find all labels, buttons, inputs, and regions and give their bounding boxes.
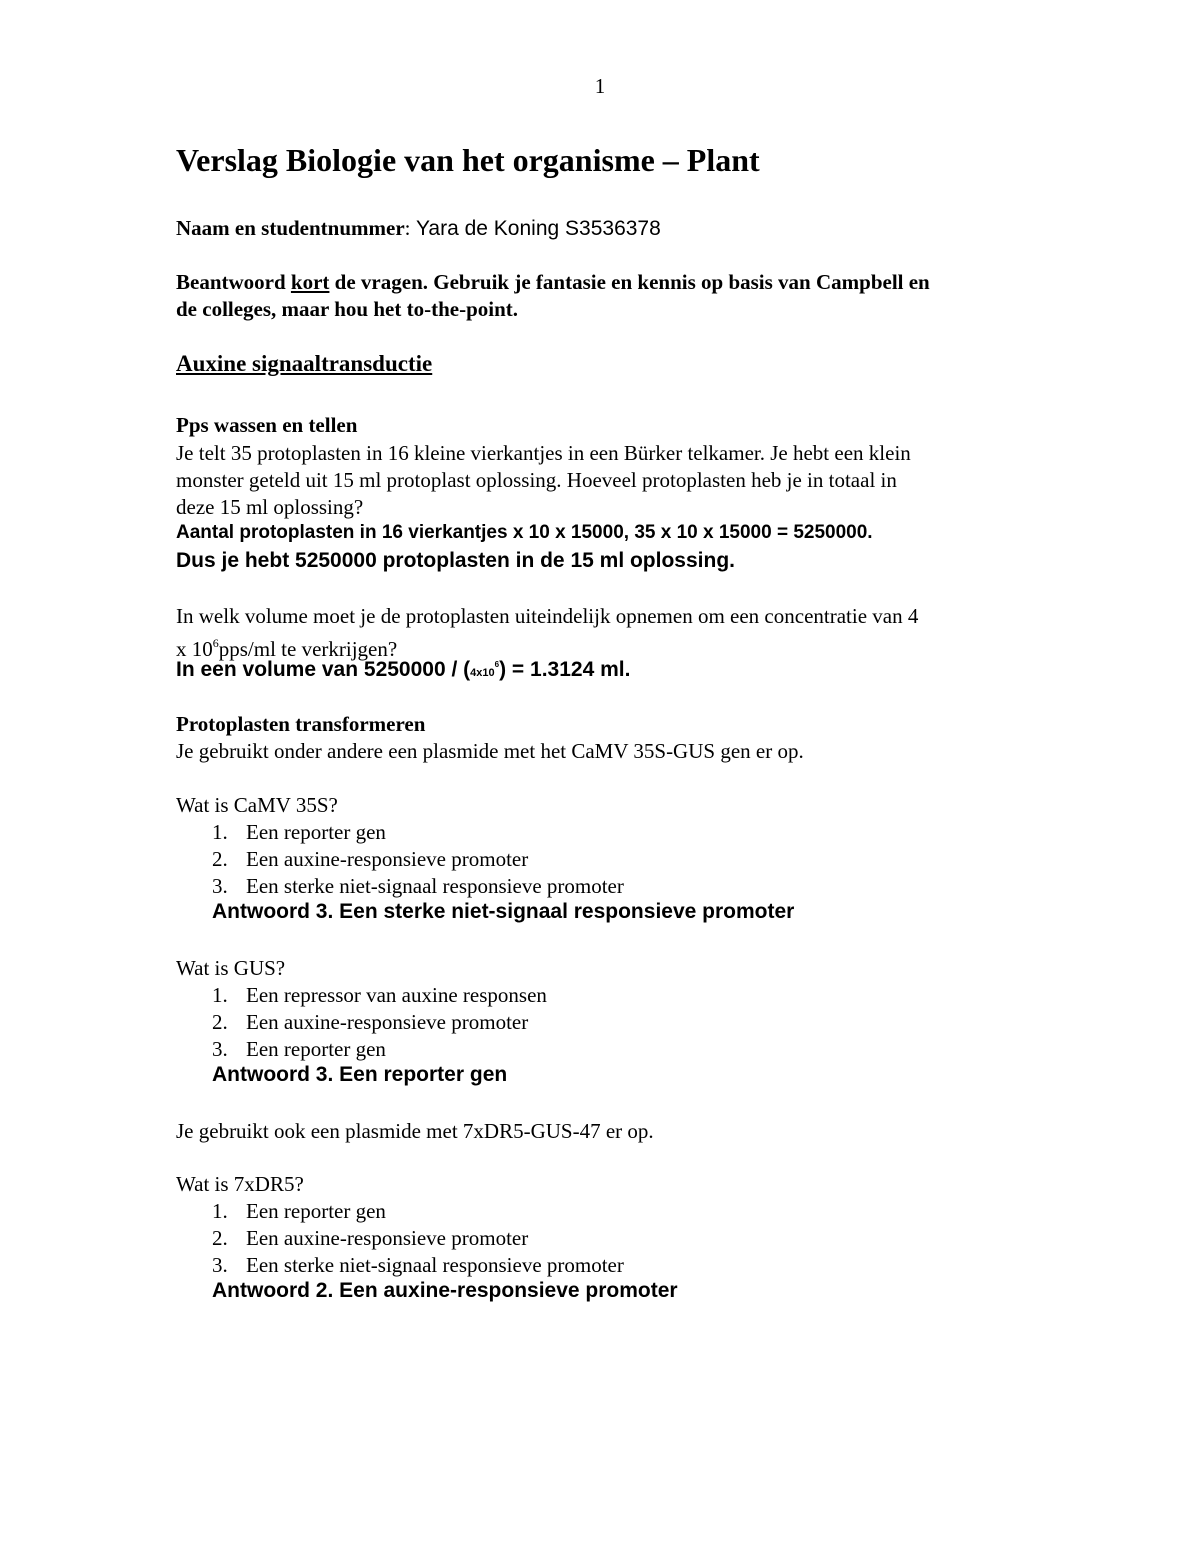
volume-answer-pre: In een volume van 5250000 / ( — [176, 658, 471, 681]
section-heading: Auxine signaaltransductie — [176, 351, 433, 376]
option-camv-3 — [212, 873, 624, 900]
option-number: 2. — [212, 1010, 228, 1034]
transform-heading: Protoplasten transformeren — [176, 712, 426, 736]
pps-text-line-3: deze 15 ml oplossing? — [176, 495, 364, 519]
pps-answer-line-2: Dus je hebt 5250000 protoplasten in de 15 ml oplossing. — [176, 549, 735, 572]
instructions-line-1 — [176, 269, 930, 296]
student-colon: : — [404, 216, 411, 240]
option-gus-3 — [212, 1036, 386, 1063]
question-dr5: Wat is 7xDR5? — [176, 1172, 304, 1196]
option-number: 3. — [212, 1037, 228, 1061]
plasmid-line: Je gebruikt ook een plasmide met 7xDR5-GUS-47 er op. — [176, 1119, 654, 1143]
option-dr5-3 — [212, 1252, 624, 1279]
option-text: Een reporter gen — [246, 1037, 386, 1061]
option-number: 1. — [212, 1199, 228, 1223]
instructions-rest: de vragen. Gebruik je fantasie en kennis op basis van Campbell en — [329, 270, 930, 294]
option-gus-1 — [212, 982, 547, 1009]
volume-answer-mid: 4x10 — [470, 667, 495, 679]
question-camv: Wat is CaMV 35S? — [176, 793, 338, 817]
option-text: Een sterke niet-signaal responsieve promoter — [246, 1253, 624, 1277]
volume-x10: x 10 — [176, 637, 213, 661]
option-text: Een repressor van auxine responsen — [246, 983, 547, 1007]
option-text: Een reporter gen — [246, 1199, 386, 1223]
volume-unit: pps/ml te verkrijgen? — [218, 637, 398, 661]
volume-answer-sup: 6 — [494, 660, 500, 669]
option-dr5-2 — [212, 1225, 528, 1252]
answer-gus: Antwoord 3. Een reporter gen — [212, 1063, 508, 1086]
option-text: Een auxine-responsieve promoter — [246, 1010, 529, 1034]
answer-dr5: Antwoord 2. Een auxine-responsieve promoter — [212, 1279, 678, 1302]
question-gus: Wat is GUS? — [176, 956, 286, 980]
option-text: Een sterke niet-signaal responsieve promoter — [246, 874, 624, 898]
volume-answer — [176, 658, 630, 682]
option-number: 3. — [212, 874, 228, 898]
instructions-line-2: de colleges, maar hou het to-the-point. — [176, 297, 518, 321]
option-number: 3. — [212, 1253, 228, 1277]
option-number: 1. — [212, 820, 228, 844]
page-number: 1 — [594, 74, 606, 98]
transform-text: Je gebruikt onder andere een plasmide met het CaMV 35S-GUS gen er op. — [176, 739, 804, 763]
pps-text-line-1: Je telt 35 protoplasten in 16 kleine vierkantjes in een Bürker telkamer. Je hebt een klein — [176, 441, 911, 465]
option-number: 2. — [212, 847, 228, 871]
answer-camv: Antwoord 3. Een sterke niet-signaal responsieve promoter — [212, 900, 795, 923]
volume-answer-post: ) = 1.3124 ml. — [499, 658, 631, 681]
option-number: 2. — [212, 1226, 228, 1250]
option-camv-1 — [212, 819, 386, 846]
pps-text-line-2: monster geteld uit 15 ml protoplast oplossing. Hoeveel protoplasten heb je in totaal in — [176, 468, 897, 492]
instructions-prefix: Beantwoord — [176, 270, 291, 294]
option-dr5-1 — [212, 1198, 386, 1225]
option-text: Een reporter gen — [246, 820, 386, 844]
option-text: Een auxine-responsieve promoter — [246, 847, 529, 871]
pps-heading: Pps wassen en tellen — [176, 413, 358, 437]
student-label: Naam en studentnummer — [176, 216, 405, 240]
option-text: Een auxine-responsieve promoter — [246, 1226, 529, 1250]
volume-question-line-1: In welk volume moet je de protoplasten uiteindelijk opnemen om een concentratie van 4 — [176, 604, 919, 628]
option-camv-2 — [212, 846, 528, 873]
instructions-emphasis: kort — [290, 270, 330, 294]
document-title: Verslag Biologie van het organisme – Plant — [176, 142, 760, 178]
volume-exponent: 6 — [212, 636, 219, 650]
option-gus-2 — [212, 1009, 528, 1036]
student-line — [176, 215, 661, 242]
pps-answer-line-1: Aantal protoplasten in 16 vierkantjes x 10 x 15000, 35 x 10 x 15000 = 5250000. — [176, 522, 873, 543]
student-value: Yara de Koning S3536378 — [410, 217, 661, 240]
option-number: 1. — [212, 983, 228, 1007]
